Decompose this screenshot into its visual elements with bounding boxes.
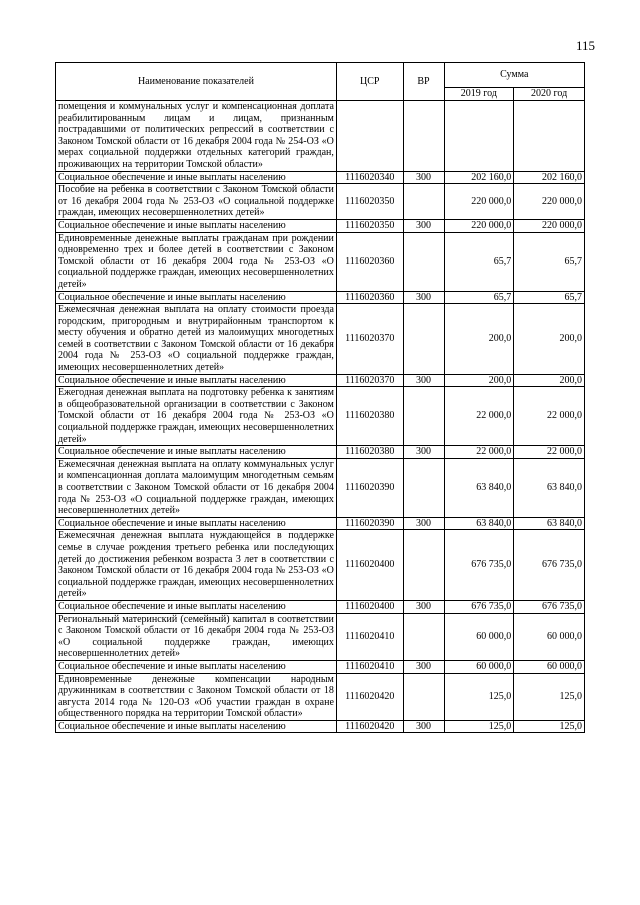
row-name: Социальное обеспечение и иные выплаты населению	[56, 517, 337, 530]
row-name: помещения и коммунальных услуг и компенсационная доплата реабилитированным лицам и лицам, признанным пострадавшими от политических репрессий в соответствии с Законом Томской области от 16 декабря 2004 года № 254-ОЗ «О мерах социальной поддержки отдельных категорий граждан, проживающих на территории Томской области»	[56, 101, 337, 172]
row-name: Социальное обеспечение и иные выплаты населению	[56, 720, 337, 733]
row-vr	[403, 613, 444, 660]
row-sum-2020	[514, 101, 585, 172]
row-sum-2020: 202 160,0	[514, 171, 585, 184]
table-row	[56, 517, 585, 530]
header-year-2020: 2020 год	[514, 88, 585, 101]
row-sum-2019: 676 735,0	[444, 530, 514, 601]
row-sum-2020: 60 000,0	[514, 660, 585, 673]
row-csr: 1116020420	[336, 720, 403, 733]
row-sum-2020: 220 000,0	[514, 184, 585, 220]
row-vr: 300	[403, 374, 444, 387]
row-sum-2019: 220 000,0	[444, 219, 514, 232]
row-name: Региональный материнский (семейный) капитал в соответствии с Законом Томской области от 16 декабря 2004 года № 253-ОЗ «О социальной поддержке граждан, имеющих несовершеннолетних детей»	[56, 613, 337, 660]
row-sum-2019: 676 735,0	[444, 600, 514, 613]
table-row	[56, 600, 585, 613]
table-row	[56, 101, 585, 172]
row-sum-2020: 676 735,0	[514, 600, 585, 613]
table-row	[56, 613, 585, 660]
header-name: Наименование показателей	[56, 63, 337, 101]
row-sum-2020: 200,0	[514, 304, 585, 375]
table-row	[56, 171, 585, 184]
table-body	[56, 101, 585, 733]
row-sum-2019: 65,7	[444, 291, 514, 304]
row-vr	[403, 304, 444, 375]
row-sum-2019: 202 160,0	[444, 171, 514, 184]
row-csr: 1116020350	[336, 184, 403, 220]
row-sum-2019: 63 840,0	[444, 458, 514, 517]
table-row	[56, 673, 585, 720]
row-vr: 300	[403, 219, 444, 232]
table-row	[56, 219, 585, 232]
table-row	[56, 458, 585, 517]
row-name: Ежемесячная денежная выплата на оплату стоимости проезда городским, пригородным и внутрирайонным транспортом к месту обучения и обратно детей из малоимущих многодетных семей в соответствии с Законом Томской области от 16 декабря 2004 года № 253-ОЗ «О социальной поддержке граждан, имеющих несовершеннолетних детей»	[56, 304, 337, 375]
row-vr	[403, 101, 444, 172]
row-csr: 1116020380	[336, 446, 403, 459]
row-name: Социальное обеспечение и иные выплаты населению	[56, 600, 337, 613]
row-sum-2020: 63 840,0	[514, 458, 585, 517]
row-name: Социальное обеспечение и иные выплаты населению	[56, 446, 337, 459]
row-vr	[403, 458, 444, 517]
row-csr: 1116020380	[336, 387, 403, 446]
row-name: Социальное обеспечение и иные выплаты населению	[56, 171, 337, 184]
row-sum-2020: 63 840,0	[514, 517, 585, 530]
row-csr: 1116020410	[336, 613, 403, 660]
header-vr: ВР	[403, 63, 444, 101]
row-vr: 300	[403, 517, 444, 530]
table-row	[56, 291, 585, 304]
row-csr: 1116020360	[336, 232, 403, 291]
row-sum-2019: 60 000,0	[444, 660, 514, 673]
table-row	[56, 387, 585, 446]
row-csr: 1116020400	[336, 600, 403, 613]
row-vr	[403, 184, 444, 220]
row-sum-2019: 22 000,0	[444, 387, 514, 446]
row-vr: 300	[403, 291, 444, 304]
row-name: Ежегодная денежная выплата на подготовку ребенка к занятиям в общеобразовательной организации в соответствии с Законом Томской области от 16 декабря 2004 года № 253-ОЗ «О социальной поддержке граждан, имеющих несовершеннолетних детей»	[56, 387, 337, 446]
header-sum: Сумма	[444, 63, 584, 88]
row-sum-2019: 220 000,0	[444, 184, 514, 220]
row-sum-2020: 22 000,0	[514, 446, 585, 459]
row-sum-2019: 65,7	[444, 232, 514, 291]
table-row	[56, 304, 585, 375]
table-row	[56, 660, 585, 673]
row-name: Социальное обеспечение и иные выплаты населению	[56, 219, 337, 232]
row-sum-2019: 125,0	[444, 673, 514, 720]
row-csr: 1116020400	[336, 530, 403, 601]
row-name: Социальное обеспечение и иные выплаты населению	[56, 374, 337, 387]
row-sum-2020: 200,0	[514, 374, 585, 387]
table-row	[56, 530, 585, 601]
row-csr	[336, 101, 403, 172]
row-csr: 1116020350	[336, 219, 403, 232]
row-sum-2019: 125,0	[444, 720, 514, 733]
table-row	[56, 446, 585, 459]
row-sum-2019: 60 000,0	[444, 613, 514, 660]
table-row	[56, 232, 585, 291]
row-name: Социальное обеспечение и иные выплаты населению	[56, 291, 337, 304]
row-sum-2020: 125,0	[514, 673, 585, 720]
row-sum-2020: 65,7	[514, 232, 585, 291]
row-vr	[403, 530, 444, 601]
row-sum-2019: 63 840,0	[444, 517, 514, 530]
row-csr: 1116020390	[336, 458, 403, 517]
row-csr: 1116020360	[336, 291, 403, 304]
row-vr	[403, 673, 444, 720]
row-sum-2020: 65,7	[514, 291, 585, 304]
row-sum-2019: 22 000,0	[444, 446, 514, 459]
header-csr: ЦСР	[336, 63, 403, 101]
row-name: Ежемесячная денежная выплата нуждающейся в поддержке семье в случае рождения третьего ребенка или последующих детей до достижения ребенком возраста 3 лет в соответствии с Законом Томской области от 16 декабря 2004 года № 253-ОЗ «О социальной поддержке граждан, имеющих несовершеннолетних детей»	[56, 530, 337, 601]
row-vr: 300	[403, 446, 444, 459]
table-row	[56, 374, 585, 387]
row-name: Единовременные денежные компенсации народным дружинникам в соответствии с Законом Томской области от 18 августа 2014 года № 120-ОЗ «Об участии граждан в охране общественного порядка на территории Томской области»	[56, 673, 337, 720]
row-sum-2019	[444, 101, 514, 172]
page-number: 115	[575, 38, 595, 53]
row-vr	[403, 387, 444, 446]
row-vr: 300	[403, 720, 444, 733]
row-csr: 1116020340	[336, 171, 403, 184]
row-sum-2020: 125,0	[514, 720, 585, 733]
row-vr: 300	[403, 660, 444, 673]
row-csr: 1116020370	[336, 304, 403, 375]
row-name: Единовременные денежные выплаты гражданам при рождении одновременно трех и более детей в соответствии с Законом Томской области от 16 декабря 2004 года № 253-ОЗ «О социальной поддержке граждан, имеющих несовершеннолетних детей»	[56, 232, 337, 291]
table-row	[56, 720, 585, 733]
row-sum-2020: 676 735,0	[514, 530, 585, 601]
row-vr: 300	[403, 600, 444, 613]
row-name: Пособие на ребенка в соответствии с Законом Томской области от 16 декабря 2004 года № 253-ОЗ «О социальной поддержке граждан, имеющих несовершеннолетних детей»	[56, 184, 337, 220]
row-sum-2019: 200,0	[444, 374, 514, 387]
row-sum-2020: 22 000,0	[514, 387, 585, 446]
row-csr: 1116020420	[336, 673, 403, 720]
row-name: Ежемесячная денежная выплата на оплату коммунальных услуг и компенсационная доплата малоимущим многодетным семьям в соответствии с Законом Томской области от 16 декабря 2004 года № 253-ОЗ «О социальной поддержке граждан, имеющих несовершеннолетних детей»	[56, 458, 337, 517]
row-name: Социальное обеспечение и иные выплаты населению	[56, 660, 337, 673]
row-csr: 1116020410	[336, 660, 403, 673]
row-vr	[403, 232, 444, 291]
table-row	[56, 184, 585, 220]
row-sum-2020: 220 000,0	[514, 219, 585, 232]
budget-table	[55, 62, 585, 733]
row-csr: 1116020390	[336, 517, 403, 530]
row-sum-2019: 200,0	[444, 304, 514, 375]
row-vr: 300	[403, 171, 444, 184]
row-csr: 1116020370	[336, 374, 403, 387]
row-sum-2020: 60 000,0	[514, 613, 585, 660]
header-year-2019: 2019 год	[444, 88, 514, 101]
